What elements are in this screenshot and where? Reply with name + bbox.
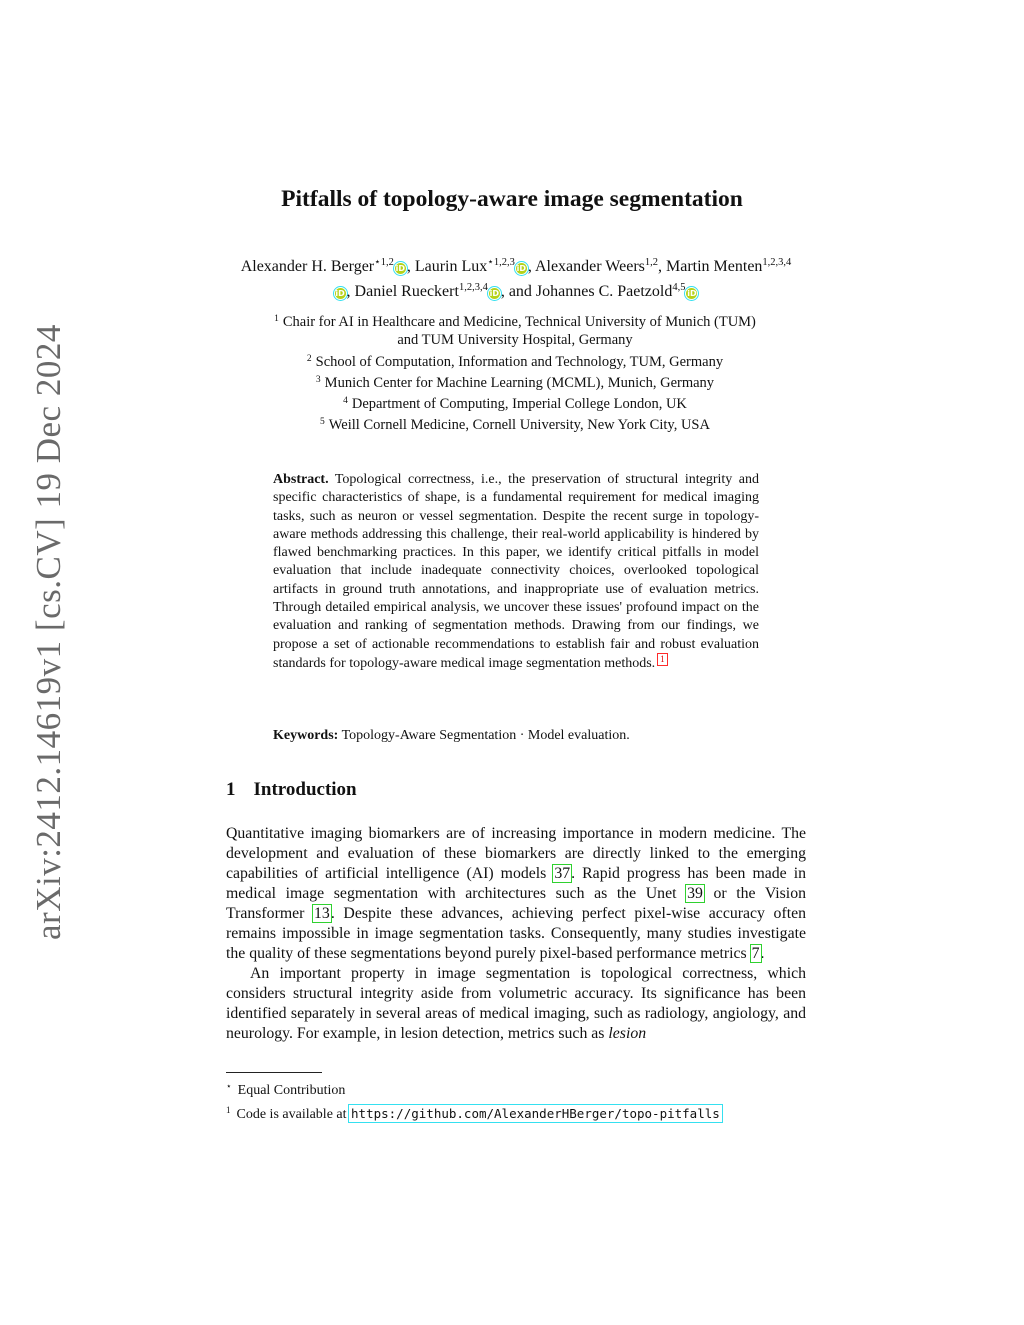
author-affil-sup: 1,2,3,4: [458, 282, 488, 293]
affiliation-text: Department of Computing, Imperial College London, UK: [351, 396, 687, 413]
footnote-divider: [226, 1072, 322, 1073]
abstract: [273, 471, 759, 673]
paragraph: [226, 964, 806, 1044]
footnotes: [226, 1077, 806, 1124]
arxiv-side-identifier: arXiv:2412.14619v1 [cs.CV] 19 Dec 2024: [29, 324, 68, 940]
text-run: .: [760, 945, 765, 962]
text-run: or the Vision Transformer: [226, 885, 806, 922]
affiliation: [220, 310, 810, 331]
affiliation-text: Chair for AI in Healthcare and Medicine, Technical University of Munich (TUM): [282, 314, 756, 330]
text-run: Quantitative imaging biomarkers are of increasing importance in modern medicine. The development and evaluation of these biomarkers are directly linked to the emerging capabilities of artificial intelligence (AI) models: [226, 825, 806, 882]
code-url-link[interactable]: https://github.com/AlexanderHBerger/topo-pitfalls: [351, 1105, 720, 1121]
author-affil-sup: 1,2,3,4: [762, 257, 792, 268]
author-list: Alexander H. Berger$^{⋆1,2}$iD , Laurin Lux$^{⋆1,2,3}$iD , Alexander Weers$^{1,2}$, Martin Menten$^{1,2,3,4}$ iD , Daniel Rueckert$^{1,2,3,4}$iD , and Johannes C. Paetzold$^{4,5}$iD: [240, 257, 792, 300]
affiliation-continued: and TUM University Hospital, Germany: [397, 332, 633, 349]
orcid-icon[interactable]: iD: [335, 289, 345, 298]
author-name: Johannes C. Paetzold: [535, 283, 673, 300]
orcid-icon[interactable]: iD: [489, 289, 499, 298]
orcid-icon[interactable]: iD: [516, 264, 527, 273]
author-name: Daniel Rueckert: [354, 283, 459, 300]
citation-link[interactable]: 7: [751, 945, 760, 962]
section-heading: [226, 779, 357, 801]
author-name: Alexander Weers: [534, 258, 645, 275]
author-affil-sup: 1,2: [644, 257, 658, 268]
text-run: An important property in image segmentation is topological correctness, which considers structural integrity aside from volumetric accuracy. Its significance has been identified separately in several areas of medical imaging, such as radiology, angiology, and neurology. For example, in lesion detection, metrics such as: [226, 965, 806, 1042]
affiliation-number: 2: [306, 353, 312, 364]
orcid-icon[interactable]: iD: [395, 264, 406, 273]
text-run: . Despite these advances, achieving perfect pixel-wise accuracy often remains impossible in image segmentation tasks. Consequently, many studies investigate the quality of these segmentations beyond purely pixel-based performance metrics: [226, 905, 807, 962]
text-run: . Rapid progress has been made in medical image segmentation with architectures such as the Unet: [226, 865, 806, 902]
author-name: Alexander H. Berger: [240, 258, 375, 275]
citation-link[interactable]: 39: [687, 885, 703, 902]
author-affil-sup: ⋆1,2: [374, 257, 394, 268]
footnote-text: Code is available at: [236, 1106, 351, 1122]
author-affil-sup: ⋆1,2,3: [487, 257, 515, 268]
section-title: Introduction: [253, 779, 357, 800]
italic-term: lesion: [608, 1025, 647, 1042]
affiliation-number: 4: [343, 396, 348, 407]
affiliation: [220, 413, 810, 434]
affiliation-number: 5: [320, 417, 325, 428]
abstract-label: Abstract.: [273, 472, 329, 487]
author-connector: and: [508, 283, 532, 300]
abstract-text: Topological correctness, i.e., the preservation of structural integrity and specific characteristics of shape, is a fundamental requirement for medical imaging tasks, such as neuron or vessel segmentation. Despite the recent surge in topology-aware methods addressing this challenge, their real-world applicability is hindered by flawed benchmarking practices. In this paper, we identify critical pitfalls in model evaluation that include inadequate connectivity choices, overlooked topological artifacts in ground truth annotations, and inappropriate use of evaluation metrics. Through detailed empirical analysis, we uncover these issues' profound impact on the evaluation and ranking of segmentation methods. Drawing from our findings, we propose a set of actionable recommendations to establish fair and robust evaluation standards for topology-aware medical image segmentation methods.: [273, 472, 760, 671]
affiliation-text: School of Computation, Information and Technology, TUM, Germany: [315, 353, 724, 370]
footnote: [226, 1077, 806, 1101]
author-affil-sup: 4,5: [672, 282, 686, 293]
keywords-text: Topology-Aware Segmentation · Model evaluation.: [341, 728, 630, 743]
citation-link[interactable]: 37: [554, 865, 571, 882]
section-number: 1: [226, 779, 236, 800]
footnote-mark: ⋆: [226, 1081, 232, 1091]
footnote: [226, 1101, 806, 1125]
keywords: [273, 728, 759, 744]
author-name: Martin Menten: [666, 258, 763, 275]
affiliation: [220, 350, 810, 371]
footnote-link[interactable]: 1: [660, 653, 665, 664]
paragraph: [226, 824, 806, 964]
body-text: [226, 824, 806, 1044]
orcid-icon[interactable]: iD: [687, 289, 697, 298]
affiliation-number: 3: [315, 374, 321, 385]
footnote-text: Equal Contribution: [237, 1083, 346, 1098]
affiliation-number: 1: [274, 314, 279, 324]
affiliation-text: Munich Center for Machine Learning (MCML), Munich, Germany: [324, 374, 715, 391]
paper-title: Pitfalls of topology-aware image segmentation: [281, 186, 743, 212]
citation-link[interactable]: 13: [314, 905, 330, 922]
affiliation: [220, 371, 810, 392]
author-name: Laurin Lux: [414, 258, 488, 275]
affiliation-text: Weill Cornell Medicine, Cornell University, New York City, USA: [328, 417, 710, 434]
keywords-label: Keywords:: [273, 728, 339, 743]
affiliation: [220, 392, 810, 413]
footnote-mark: 1: [226, 1104, 231, 1115]
affiliation-list: [220, 310, 810, 435]
